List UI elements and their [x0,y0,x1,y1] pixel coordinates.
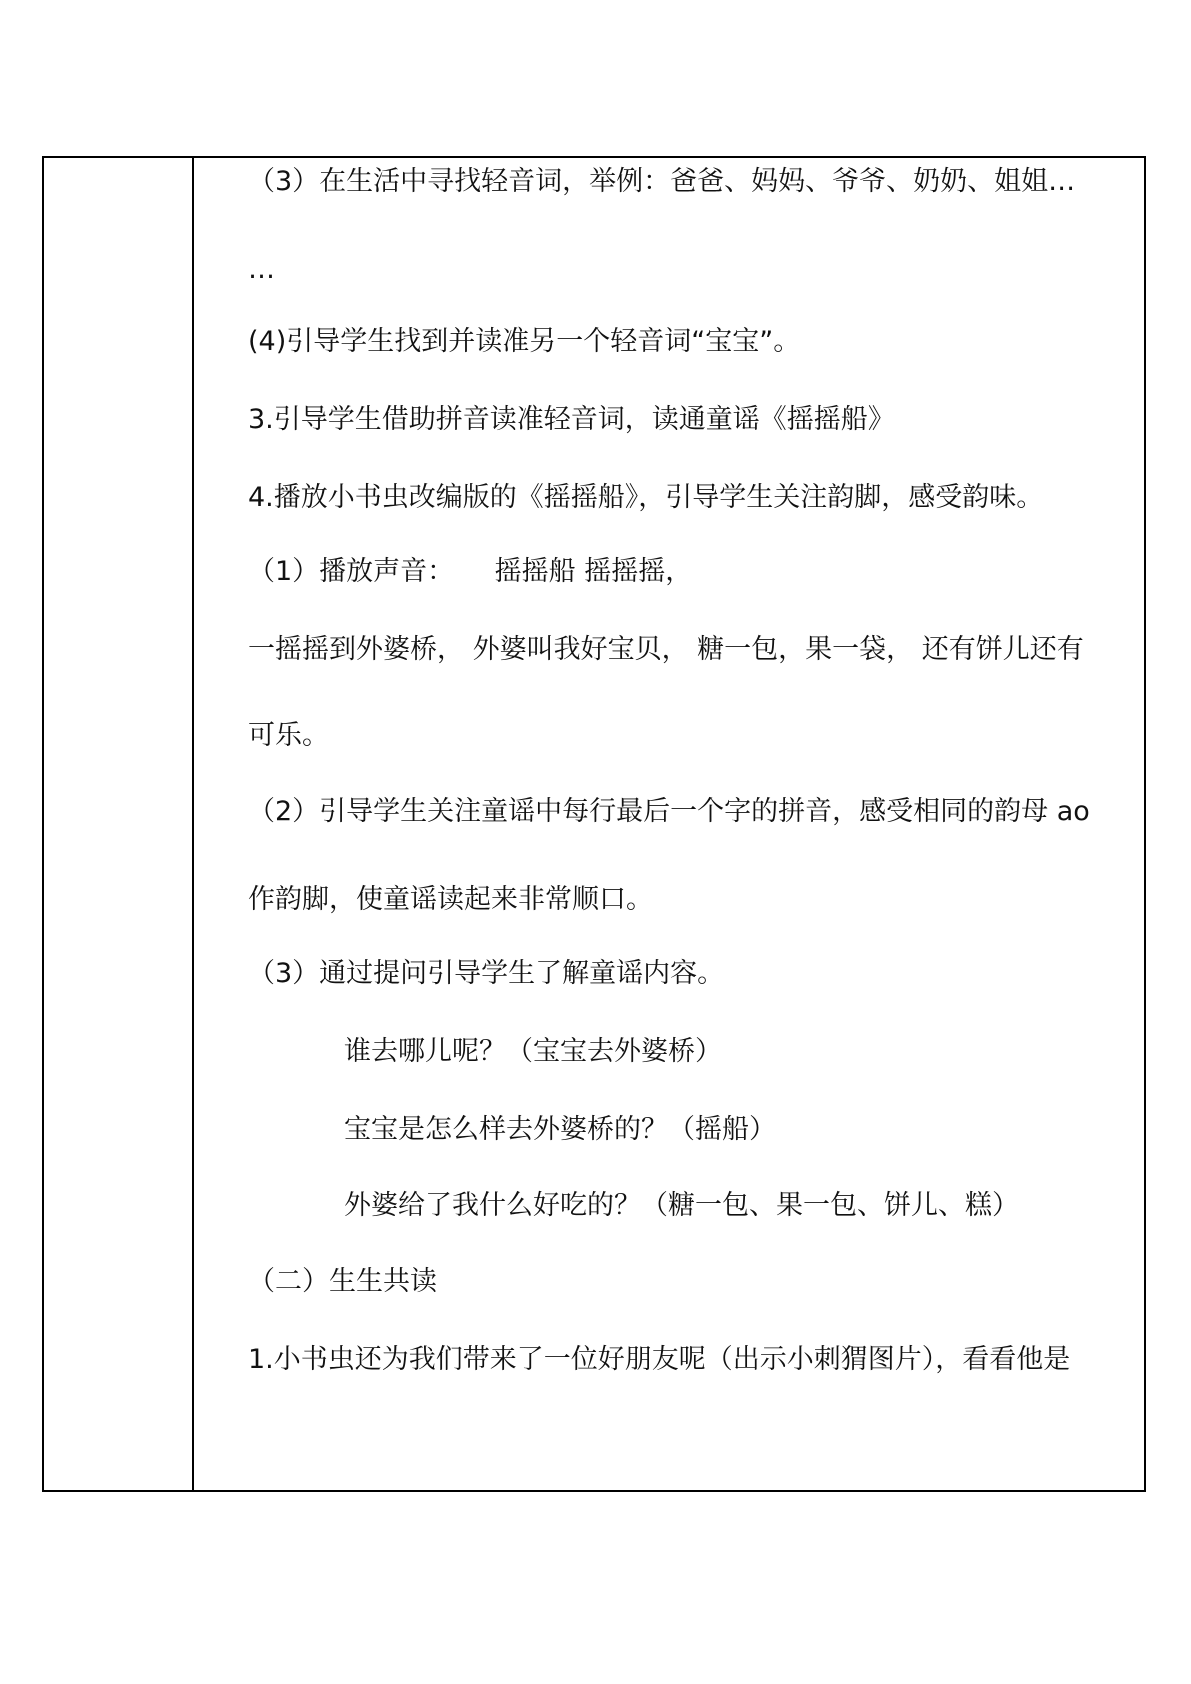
text-line-6: （1）播放声音： 摇摇船 摇摇摇， [248,556,693,587]
text-line-1: （3）在生活中寻找轻音词，举例：爸爸、妈妈、爷爷、奶奶、姐姐… [248,166,1076,197]
text-line-10: 作韵脚，使童谣读起来非常顺口。 [248,884,653,915]
text-line-14: 外婆给了我什么好吃的？（糖一包、果一包、饼儿、糕） [344,1190,1019,1221]
text-line-15: （二）生生共读 [248,1266,437,1297]
text-line-11: （3）通过提问引导学生了解童谣内容。 [248,958,725,989]
text-line-9: （2）引导学生关注童谣中每行最后一个字的拼音，感受相同的韵母 ao [248,796,1090,827]
text-line-7: 一摇摇到外婆桥， 外婆叫我好宝贝， 糖一包，果一袋， 还有饼儿还有 [248,634,1084,665]
text-line-12: 谁去哪儿呢？（宝宝去外婆桥） [344,1036,722,1067]
text-line-13: 宝宝是怎么样去外婆桥的？（摇船） [344,1114,776,1145]
text-line-5: 4.播放小书虫改编版的《摇摇船》，引导学生关注韵脚，感受韵味。 [248,482,1044,513]
text-line-16: 1.小书虫还为我们带来了一位好朋友呢（出示小刺猬图片），看看他是 [248,1344,1071,1375]
lesson-table [42,156,1146,1492]
text-line-2: … [248,254,275,285]
text-line-3: (4)引导学生找到并读准另一个轻音词“宝宝”。 [248,326,801,357]
text-line-4: 3.引导学生借助拼音读准轻音词，读通童谣《摇摇船》 [248,404,895,435]
text-line-8: 可乐。 [248,720,329,751]
table-content-cell [196,158,1144,1490]
table-left-cell [44,158,194,1490]
